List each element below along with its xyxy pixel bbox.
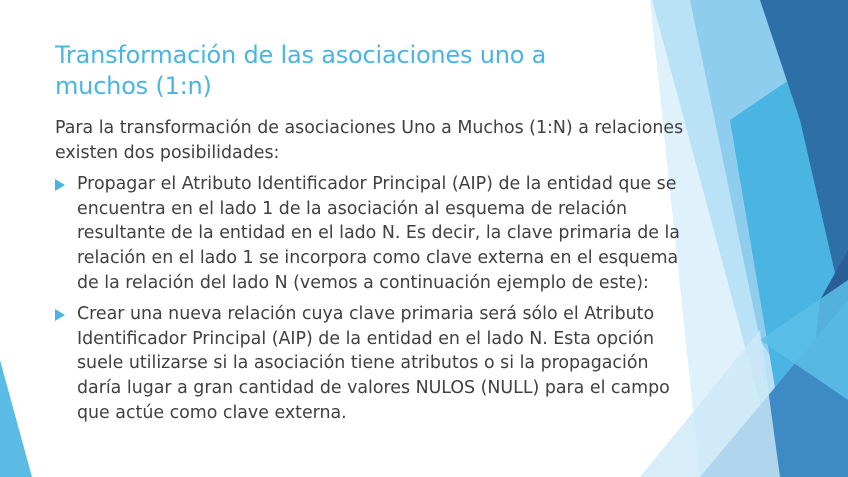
slide-title: Transformación de las asociaciones uno a muchos (1:n) bbox=[55, 41, 547, 100]
intro-paragraph: Para la transformación de asociaciones Uno a Muchos (1:N) a relaciones existen dos posibilidades: bbox=[55, 118, 684, 163]
bullet-list bbox=[55, 172, 685, 425]
triangle-right-icon bbox=[55, 179, 65, 191]
bullet-text: Crear una nueva relación cuya clave primaria será sólo el Atributo Identificador Principal (AIP) de la entidad en el lado N. Esta opción suele utilizarse si la asociación tiene atributos o si la propagación daría lugar a gran cantidad de valores NULOS (NULL) para el campo que actúe como clave externa. bbox=[77, 304, 670, 423]
triangle-right-icon bbox=[55, 309, 65, 321]
slide-body bbox=[55, 116, 685, 432]
bullet-text: Propagar el Atributo Identificador Principal (AIP) de la entidad que se encuentra en el lado 1 de la asociación al esquema de relación resultante de la entidad en el lado N. Es decir, la clave primaria de la relación en el lado 1 se incorpora como clave externa en el esquema de la relación del lado N (vemos a continuación ejemplo de este): bbox=[77, 174, 680, 293]
left-accent-triangle bbox=[0, 360, 32, 477]
list-item bbox=[55, 172, 685, 295]
list-item bbox=[55, 302, 685, 425]
